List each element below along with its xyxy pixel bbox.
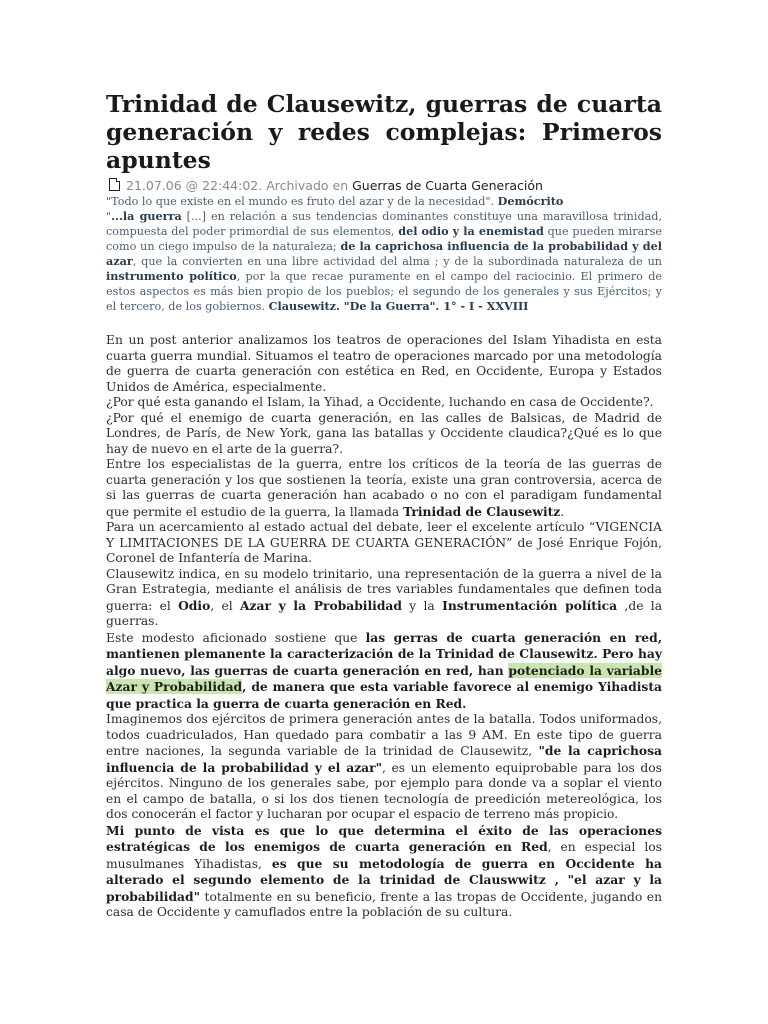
paragraph xyxy=(106,712,662,823)
paragraph-text: ,de la guerras. xyxy=(106,598,663,628)
clausewitz-quote xyxy=(106,209,662,314)
paragraph: En un post anterior analizamos los teatros de operaciones del Islam Yihadista en esta cuarta guerra mundial. Situamos el teatro de operaciones marcado por una metodología de guerra de cuarta generación con estética en Red, en Occidente, Europa y Estados Unidos de América, especialmente. xyxy=(106,333,662,394)
quote-text: ...la guerra xyxy=(111,209,182,223)
paragraph-text: Instrumentación política xyxy=(442,597,618,613)
paragraph-text: totalmente en su beneficio, frente a las tropas de Occidente, jugando en casa de Occidente y camuflados entre la población de su cultura. xyxy=(106,889,662,919)
paragraph-text: , en especial los musulmanes Yihadistas, xyxy=(106,840,662,871)
quote-text: del odio y la enemistad xyxy=(398,224,544,238)
article xyxy=(106,90,662,921)
quote-text: , que la convierten en una libre actividad del alma ; y de la subordinada naturaleza de un xyxy=(132,255,662,268)
paragraph-text: Entre los especialistas de la guerra, entre los críticos de la teoría de las guerras de cuarta generación y los que sostienen la teoría, existe una gran controversia, acerca de si las guerras de cuarta generación han acabado o no con el paradigam fundamental que permite el estudio de la guerra, la llamada xyxy=(106,457,662,519)
paragraph-text: Odio xyxy=(178,597,211,613)
paragraph-text: y la xyxy=(401,598,443,613)
epigraph-quote: "Todo lo que existe en el mundo es fruto del azar y de la necesidad". xyxy=(106,195,495,208)
paragraph xyxy=(106,457,662,520)
category-link[interactable]: Guerras de Cuarta Generación xyxy=(352,178,543,193)
paragraph xyxy=(106,823,662,921)
paragraph-text: Imaginemos dos ejércitos de primera generación antes de la batalla. Todos uniformados, todos cuadriculados, Han quedado para combatir a las 9 AM. En este tipo de guerra entre naciones, la segunda variable de la trinidad de Clausewitz, xyxy=(106,712,662,758)
article-title: Trinidad de Clausewitz, guerras de cuarta generación y redes complejas: Primeros apuntes xyxy=(106,90,662,174)
paragraph: Para un acercamiento al estado actual del debate, leer el excelente artículo “VIGENCIA Y LIMITACIONES DE LA GUERRA DE CUARTA GENERACIÓN” de José Enrique Fojón, Coronel de Infantería de Marina. xyxy=(106,520,662,565)
paragraph-text: , de manera que esta variable favorece al enemigo Yihadista que practica la guerra de cuarta generación en Red. xyxy=(106,679,662,711)
article-meta xyxy=(106,178,662,194)
quote-citation: Clausewitz. "De la Guerra". 1° - I - XXVIII xyxy=(268,299,529,313)
paragraph-text: Este modesto aficionado sostiene que xyxy=(106,630,366,645)
paragraph: ¿Por qué esta ganando el Islam, la Yihad, a Occidente, luchando en casa de Occidente?. xyxy=(106,395,654,409)
post-date: 21.07.06 @ 22:44:02. xyxy=(126,178,263,193)
quote-open: " xyxy=(106,210,112,223)
document-icon xyxy=(109,178,120,191)
quote-text: [...] en relación a sus tendencias dominantes constituye una maravillosa trinidad, compuesta del poder primordial de sus elementos, xyxy=(106,210,662,238)
archived-label: Archivado en xyxy=(266,178,349,193)
quote-text: que pueden mirarse como un ciego impulso de la naturaleza; xyxy=(106,225,663,253)
article-body xyxy=(106,333,662,921)
epigraph xyxy=(106,194,662,209)
paragraph-text: , es un elemento equiprobable para los dos ejércitos. Ninguno de los generales sabe, por ejemplo para donde va a soplar el viento en el campo de batalla, o si los dos tienen tecnología de preedición metereológica, los dos conocerán el factor y lucharan por ocupar el espacio de terreno más propicio. xyxy=(106,760,662,821)
quote-text: instrumento político xyxy=(106,269,237,283)
paragraph-text: "de la caprichosa influencia de la probabilidad y el azar" xyxy=(106,743,662,775)
paragraph-text: Mi punto de vista es que lo que determina el éxito de las operaciones estratégicas de los enemigos de cuarta generación en Red xyxy=(106,822,662,854)
paragraph-text: las gerras de cuarta generación en red, mantienen plemanente la caracterización de la Trinidad de Clausewitz. Pero hay algo nuevo, las guerras de cuarta generación en red, han xyxy=(106,629,662,678)
quote-text: de la caprichosa influencia de la probabilidad y del azar xyxy=(106,239,662,268)
paragraph xyxy=(106,567,662,630)
paragraph-text: . xyxy=(560,504,565,519)
quote-text: , por la que recae puramente en el campo del raciocinio. El primero de estos aspectos es más bien propio de los pueblos; el segundo de los generales y sus Ejércitos; y el tercero, de los gobiernos. xyxy=(106,270,662,313)
paragraph-text: Trinidad de Clausewitz xyxy=(403,503,561,519)
highlighted-text: potenciado la variable Azar y Probabilidad xyxy=(106,662,662,694)
paragraph-text: Clausewitz indica, en su modelo trinitario, una representación de la guerra a nivel de la Gran Estrategia, mediante el análisis de tres variables fundamentales que definen toda guerra: el xyxy=(106,566,662,613)
epigraph-author: Demócrito xyxy=(497,194,564,208)
paragraph: ¿Por qué el enemigo de cuarta generación, en las calles de Balsicas, de Madrid de Londres, de París, de New York, gana las batallas y Occidente claudica?¿Qué es lo que hay de nuevo en el arte de la guerra?. xyxy=(106,410,662,456)
paragraph xyxy=(106,630,662,713)
paragraph-text: Azar y la Probabilidad xyxy=(239,597,402,613)
paragraph-text: , el xyxy=(210,598,240,613)
paragraph-text: es que su metodología de guerra en Occidente ha alterado el segundo elemento de la trinidad de Clauswwitz , "el azar y la probabilidad" xyxy=(106,855,662,904)
